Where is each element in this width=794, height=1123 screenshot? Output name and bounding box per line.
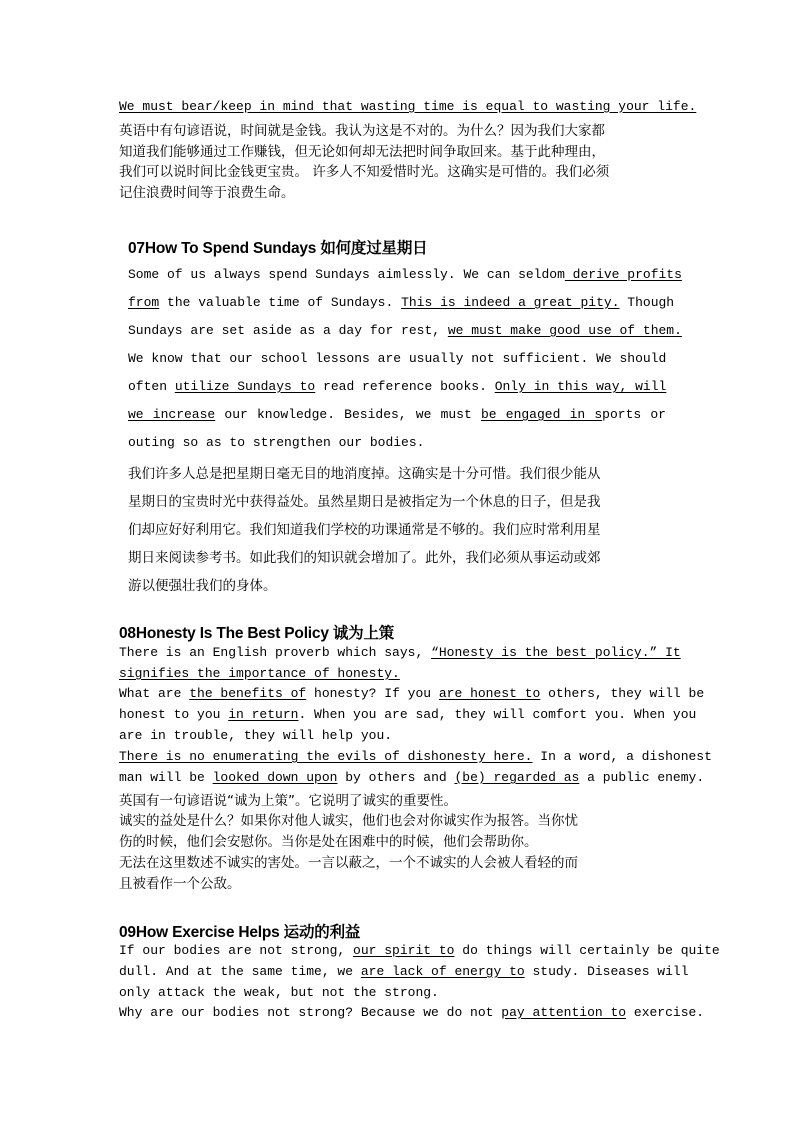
s09-en-line-4: Why are our bodies not strong? Because we do not pay attention to exercise. bbox=[119, 1005, 705, 1020]
s08-zh-line-4: 无法在这里数述不诚实的害处。一言以蔽之，一个不诚实的人会被人看轻的而 bbox=[119, 855, 578, 871]
s07-en-line-7: outing so as to strengthen our bodies. bbox=[128, 435, 425, 450]
s08-en-line-3: What are the benefits of honesty? If you are honest to others, they will be bbox=[119, 686, 705, 701]
s08-en-line-2: signifies the importance of honesty. bbox=[119, 666, 400, 681]
intro-chinese-line-4: 记住浪费时间等于浪费生命。 bbox=[119, 185, 295, 201]
s07-zh-line-1: 我们许多人总是把星期日毫无目的地消度掉。这确实是十分可惜。我们很少能从 bbox=[128, 466, 601, 482]
s08-zh-line-3: 伤的时候，他们会安慰你。当你是处在困难中的时候，他们会帮助你。 bbox=[119, 834, 538, 850]
s08-zh-line-1: 英国有一句谚语说“诚为上策”。它说明了诚实的重要性。 bbox=[119, 793, 457, 809]
s08-en-line-7: man will be looked down upon by others and (be) regarded as a public enemy. bbox=[119, 770, 705, 785]
section-08-title: 08Honesty Is The Best Policy 诚为上策 bbox=[119, 625, 395, 642]
s08-en-line-4: honest to you in return. When you are sad, they will comfort you. When you bbox=[119, 707, 697, 722]
intro-chinese-line-3: 我们可以说时间比金钱更宝贵。 许多人不知爱惜时光。这确实是可惜的。我们必须 bbox=[119, 164, 610, 180]
s08-en-line-6: There is no enumerating the evils of dishonesty here. In a word, a dishonest bbox=[119, 749, 712, 764]
section-07-title: 07How To Spend Sundays 如何度过星期日 bbox=[128, 240, 428, 257]
s09-en-line-3: only attack the weak, but not the strong. bbox=[119, 985, 439, 1000]
s07-en-line-6: we increase our knowledge. Besides, we must be engaged in sports or bbox=[128, 407, 666, 422]
section-09-title: 09How Exercise Helps 运动的利益 bbox=[119, 924, 361, 941]
s07-en-line-4: We know that our school lessons are usually not sufficient. We should bbox=[128, 351, 667, 366]
s07-en-line-5: often utilize Sundays to read reference books. Only in this way, will bbox=[128, 379, 667, 394]
s07-en-line-3: Sundays are set aside as a day for rest, we must make good use of them. bbox=[128, 323, 682, 338]
s07-zh-line-4: 期日来阅读参考书。如此我们的知识就会增加了。此外，我们必须从事运动或郊 bbox=[128, 550, 601, 566]
intro-chinese-line-1: 英语中有句谚语说，时间就是金钱。我认为这是不对的。为什么？因为我们大家都 bbox=[119, 123, 605, 139]
s08-zh-line-5: 且被看作一个公敌。 bbox=[119, 876, 241, 892]
s07-zh-line-3: 们却应好好利用它。我们知道我们学校的功课通常是不够的。我们应时常利用星 bbox=[128, 522, 601, 538]
s07-en-line-2: from the valuable time of Sundays. This is indeed a great pity. Though bbox=[128, 295, 675, 310]
s08-en-line-1: There is an English proverb which says, “Honesty is the best policy.” It bbox=[119, 645, 681, 660]
s08-zh-line-2: 诚实的益处是什么？如果你对他人诚实，他们也会对你诚实作为报答。当你忧 bbox=[119, 813, 578, 829]
intro-chinese-line-2: 知道我们能够通过工作赚钱，但无论如何却无法把时间争取回来。基于此种理由， bbox=[119, 144, 605, 160]
s07-zh-line-5: 游以便强壮我们的身体。 bbox=[128, 578, 277, 594]
s09-en-line-2: dull. And at the same time, we are lack of energy to study. Diseases will bbox=[119, 964, 689, 979]
s07-zh-line-2: 星期日的宝贵时光中获得益处。虽然星期日是被指定为一个休息的日子，但是我 bbox=[128, 494, 601, 510]
intro-english-line: We must bear/keep in mind that wasting time is equal to wasting your life. bbox=[119, 99, 697, 114]
s08-en-line-5: are in trouble, they will help you. bbox=[119, 728, 393, 743]
s09-en-line-1: If our bodies are not strong, our spirit to do things will certainly be quite bbox=[119, 943, 720, 958]
s07-en-line-1: Some of us always spend Sundays aimlessly. We can seldom derive profits bbox=[128, 267, 682, 282]
